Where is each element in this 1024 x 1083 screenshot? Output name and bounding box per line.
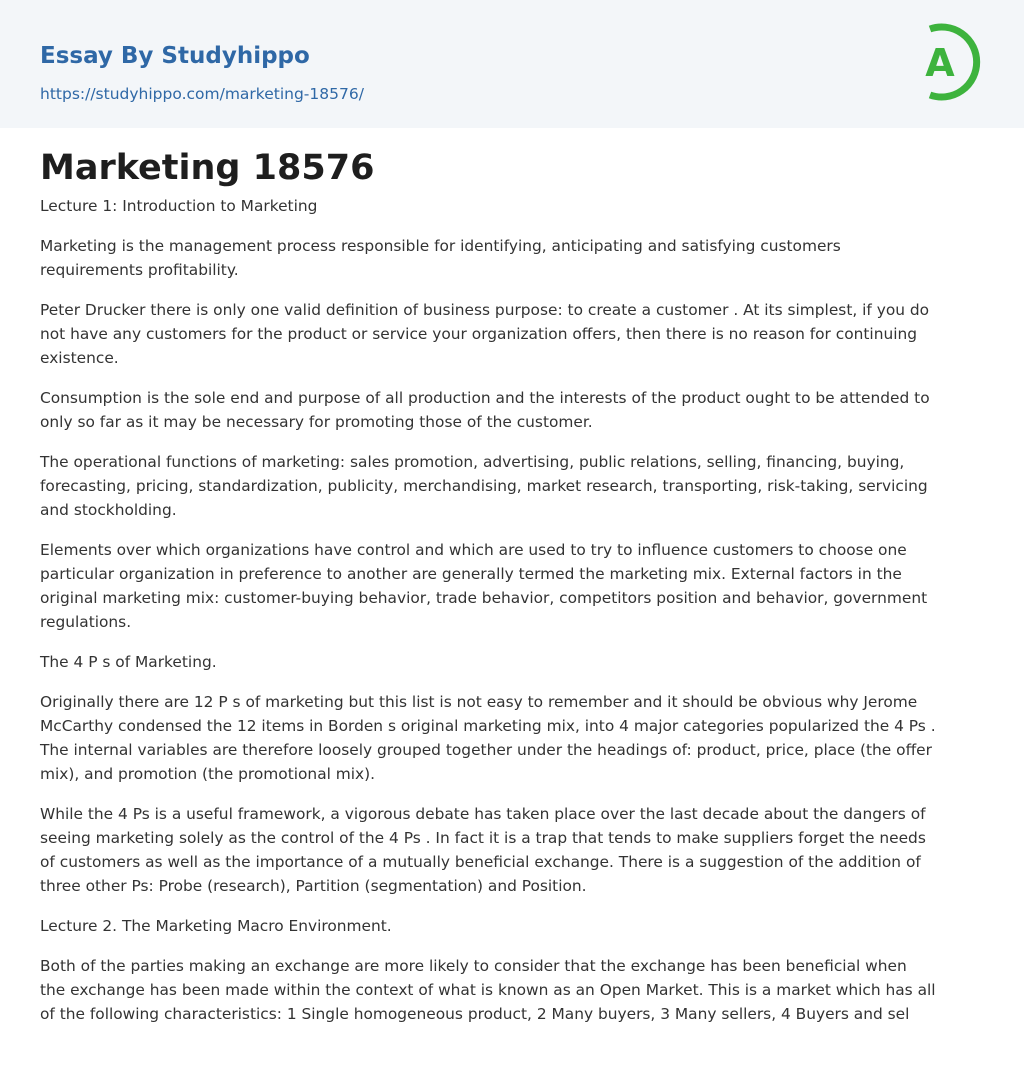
paragraph: The operational functions of marketing: sales promotion, advertising, public relations, selling, financing, buying, forecasting, pricing, standardization, publicity, merchandising, market research, transporting, risk-taking, servicing and stockholding.: [40, 453, 928, 519]
paragraph: Lecture 1: Introduction to Marketing: [40, 197, 318, 215]
paragraph: Elements over which organizations have control and which are used to try to influence customers to choose one particular organization in preference to another are generally termed the marketing mix. External factors in the original marketing mix: customer-buying behavior, trade behavior, competitors position and behavior, government regulations.: [40, 541, 928, 631]
paragraph: Consumption is the sole end and purpose of all production and the interests of the product ought to be attended to only so far as it may be necessary for promoting those of the customer.: [40, 389, 930, 431]
paragraph: Lecture 2. The Marketing Macro Environment.: [40, 917, 392, 935]
site-title[interactable]: Essay By Studyhippo: [40, 43, 310, 69]
essay-url-link[interactable]: https://studyhippo.com/marketing-18576/: [40, 85, 364, 103]
paragraph: The 4 P s of Marketing.: [40, 653, 217, 671]
site-header: [0, 0, 1024, 128]
paragraph: Marketing is the management process responsible for identifying, anticipating and satisfying customers requirements profitability.: [40, 237, 841, 279]
studyhippo-logo-icon[interactable]: [912, 18, 988, 106]
paragraph: Originally there are 12 P s of marketing but this list is not easy to remember and it should be obvious why Jerome McCarthy condensed the 12 items in Borden s original marketing mix, into 4 major categories popularized the 4 Ps . The internal variables are therefore loosely grouped together under the headings of: product, price, place (the offer mix), and promotion (the promotional mix).: [40, 693, 936, 783]
paragraph: While the 4 Ps is a useful framework, a vigorous debate has taken place over the last decade about the dangers of seeing marketing solely as the control of the 4 Ps . In fact it is a trap that tends to make suppliers forget the needs of customers as well as the importance of a mutually beneficial exchange. There is a suggestion of the addition of three other Ps: Probe (research), Partition (segmentation) and Position.: [40, 805, 926, 895]
logo-letter: A: [925, 41, 955, 85]
paragraph: Peter Drucker there is only one valid definition of business purpose: to create a customer . At its simplest, if you do not have any customers for the product or service your organization offers, then there is no reason for continuing existence.: [40, 301, 930, 367]
essay-content: [40, 144, 984, 1042]
paragraph: Both of the parties making an exchange are more likely to consider that the exchange has been beneficial when the exchange has been made within the context of what is known as an Open Market. This is a market which has all of the following characteristics: 1 Single homogeneous product, 2 Many buyers, 3 Many sellers, 4 Buyers and sel: [40, 957, 936, 1023]
page-title: Marketing 18576: [40, 148, 375, 188]
